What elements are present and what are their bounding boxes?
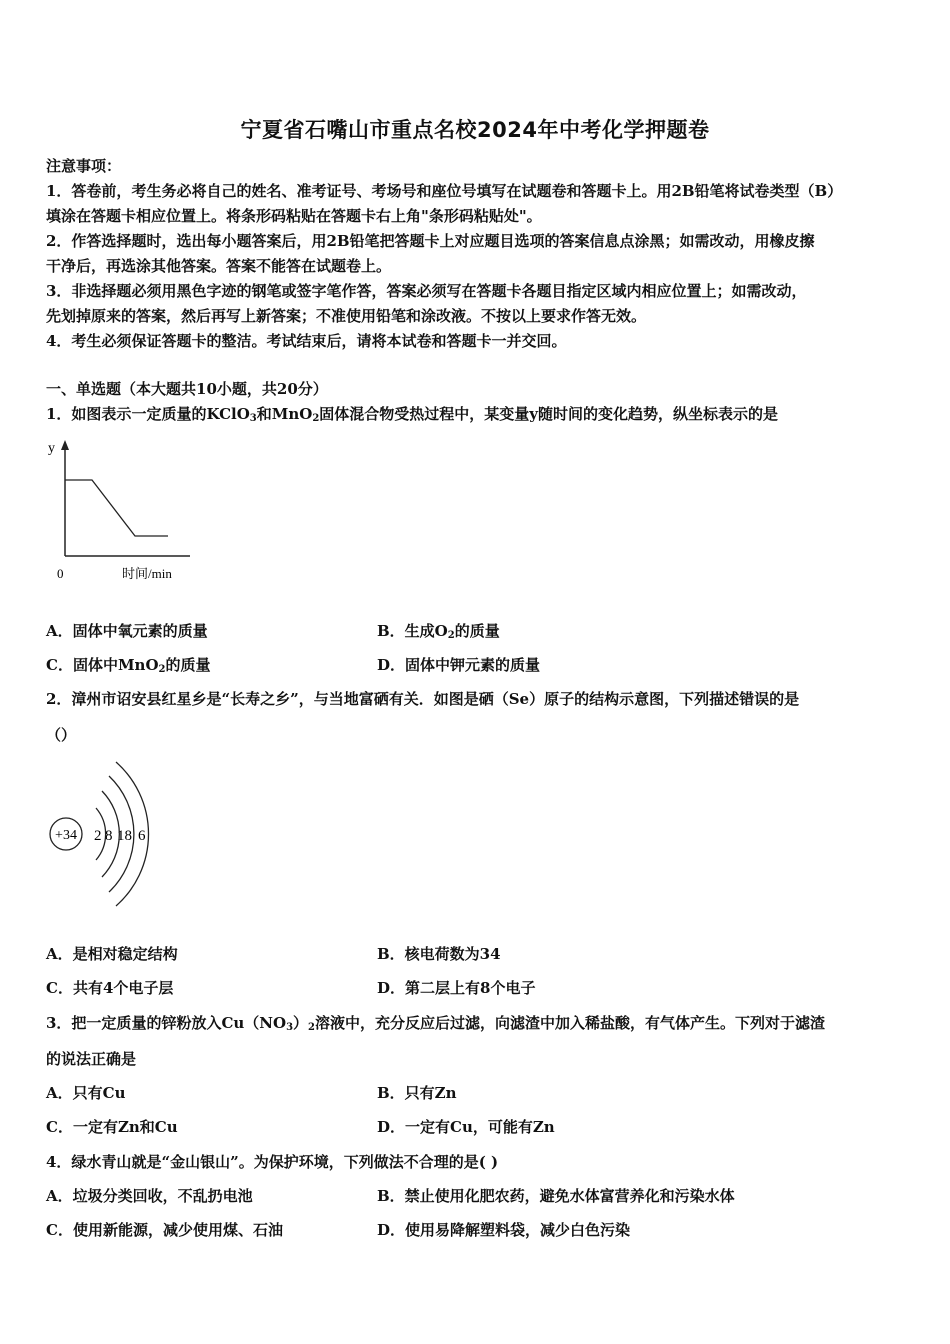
q4-option-c[interactable]: C．使用新能源，减少使用煤、石油 bbox=[46, 1221, 283, 1239]
section-heading: 一、单选题（本大题共10小题，共20分） bbox=[46, 380, 328, 398]
q4-stem: 4．绿水青山就是“金山银山”。为保护环境，下列做法不合理的是( ) bbox=[46, 1153, 499, 1171]
notice-line: 1．答卷前，考生务必将自己的姓名、准考证号、考场号和座位号填写在试题卷和答题卡上。用2B铅笔将试卷类型（B） bbox=[46, 182, 843, 200]
q4-option-b[interactable]: B．禁止使用化肥农药，避免水体富营养化和污染水体 bbox=[377, 1187, 735, 1205]
q2-stem: 2．漳州市诏安县红星乡是“长寿之乡”，与当地富硒有关．如图是硒（Se）原子的结构示意图，下列描述错误的是 bbox=[46, 690, 800, 708]
notice-line: 先划掉原来的答案，然后再写上新答案；不准使用铅笔和涂改液。不按以上要求作答无效。 bbox=[46, 307, 647, 325]
q4-option-d[interactable]: D．使用易降解塑料袋，减少白色污染 bbox=[377, 1221, 631, 1239]
trend-line bbox=[65, 480, 168, 536]
q4-option-a[interactable]: A．垃圾分类回收，不乱扔电池 bbox=[46, 1187, 253, 1205]
notice-heading: 注意事项： bbox=[46, 157, 122, 175]
q3-option-d[interactable]: D．一定有Cu，可能有Zn bbox=[377, 1118, 555, 1136]
shell-electrons: 18 bbox=[117, 828, 132, 844]
x-label: 时间/min bbox=[122, 566, 172, 581]
selenium-atom-diagram bbox=[44, 756, 159, 916]
q3-option-a[interactable]: A．只有Cu bbox=[46, 1084, 126, 1102]
page-title: 宁夏省石嘴山市重点名校2024年中考化学押题卷 bbox=[240, 118, 710, 142]
q1-option-d[interactable]: D．固体中钾元素的质量 bbox=[377, 656, 541, 674]
q1-graph bbox=[40, 432, 200, 587]
q2-option-c[interactable]: C．共有4个电子层 bbox=[46, 979, 174, 997]
q2-option-d[interactable]: D．第二层上有8个电子 bbox=[377, 979, 536, 997]
q3-stem-cont: 的说法正确是 bbox=[46, 1050, 137, 1068]
q1-option-b[interactable]: B．生成$O_2$的质量 bbox=[377, 622, 500, 641]
origin-label: 0 bbox=[57, 566, 64, 581]
y-label: y bbox=[48, 441, 55, 456]
notice-line: 2．作答选择题时，选出每小题答案后，用2B铅笔把答题卡上对应题目选项的答案信息点涂黑；如需改动，用橡皮擦 bbox=[46, 232, 815, 250]
shell-electrons: 6 bbox=[138, 828, 146, 844]
q3-option-b[interactable]: B．只有Zn bbox=[377, 1084, 457, 1102]
shell-electrons: 8 bbox=[105, 828, 113, 844]
notice-line: 3．非选择题必须用黑色字迹的钢笔或签字笔作答，答案必须写在答题卡各题目指定区域内相应位置上；如需改动， bbox=[46, 282, 807, 300]
q2-option-a[interactable]: A．是相对稳定结构 bbox=[46, 945, 178, 963]
q2-option-b[interactable]: B．核电荷数为34 bbox=[377, 945, 501, 963]
q3-option-c[interactable]: C．一定有Zn和Cu bbox=[46, 1118, 178, 1136]
nucleus-charge: +34 bbox=[55, 828, 77, 843]
q2-paren: （） bbox=[46, 726, 77, 744]
notice-line: 填涂在答题卡相应位置上。将条形码粘贴在答题卡右上角"条形码粘贴处"。 bbox=[46, 207, 542, 225]
notice-line: 干净后，再选涂其他答案。答案不能答在试题卷上。 bbox=[46, 257, 392, 275]
notice-line: 4．考生必须保证答题卡的整洁。考试结束后，请将本试卷和答题卡一并交回。 bbox=[46, 332, 567, 350]
q1-option-a[interactable]: A．固体中氧元素的质量 bbox=[46, 622, 208, 640]
q3-stem: 3．把一定质量的锌粉放入$Cu(NO_3)_2$溶液中，充分反应后过滤，向滤渣中加入稀盐酸，有气体产生。下列对于滤渣 bbox=[46, 1014, 826, 1033]
q1-stem: 1．如图表示一定质量的KClO$_3$和MnO$_2$固体混合物受热过程中，某变量y随时间的变化趋势，纵坐标表示的是 bbox=[46, 405, 779, 424]
y-axis-arrow bbox=[61, 440, 69, 450]
q1-option-c[interactable]: C．固体中MnO$_2$的质量 bbox=[46, 656, 211, 675]
shell-electrons: 2 bbox=[94, 828, 102, 844]
